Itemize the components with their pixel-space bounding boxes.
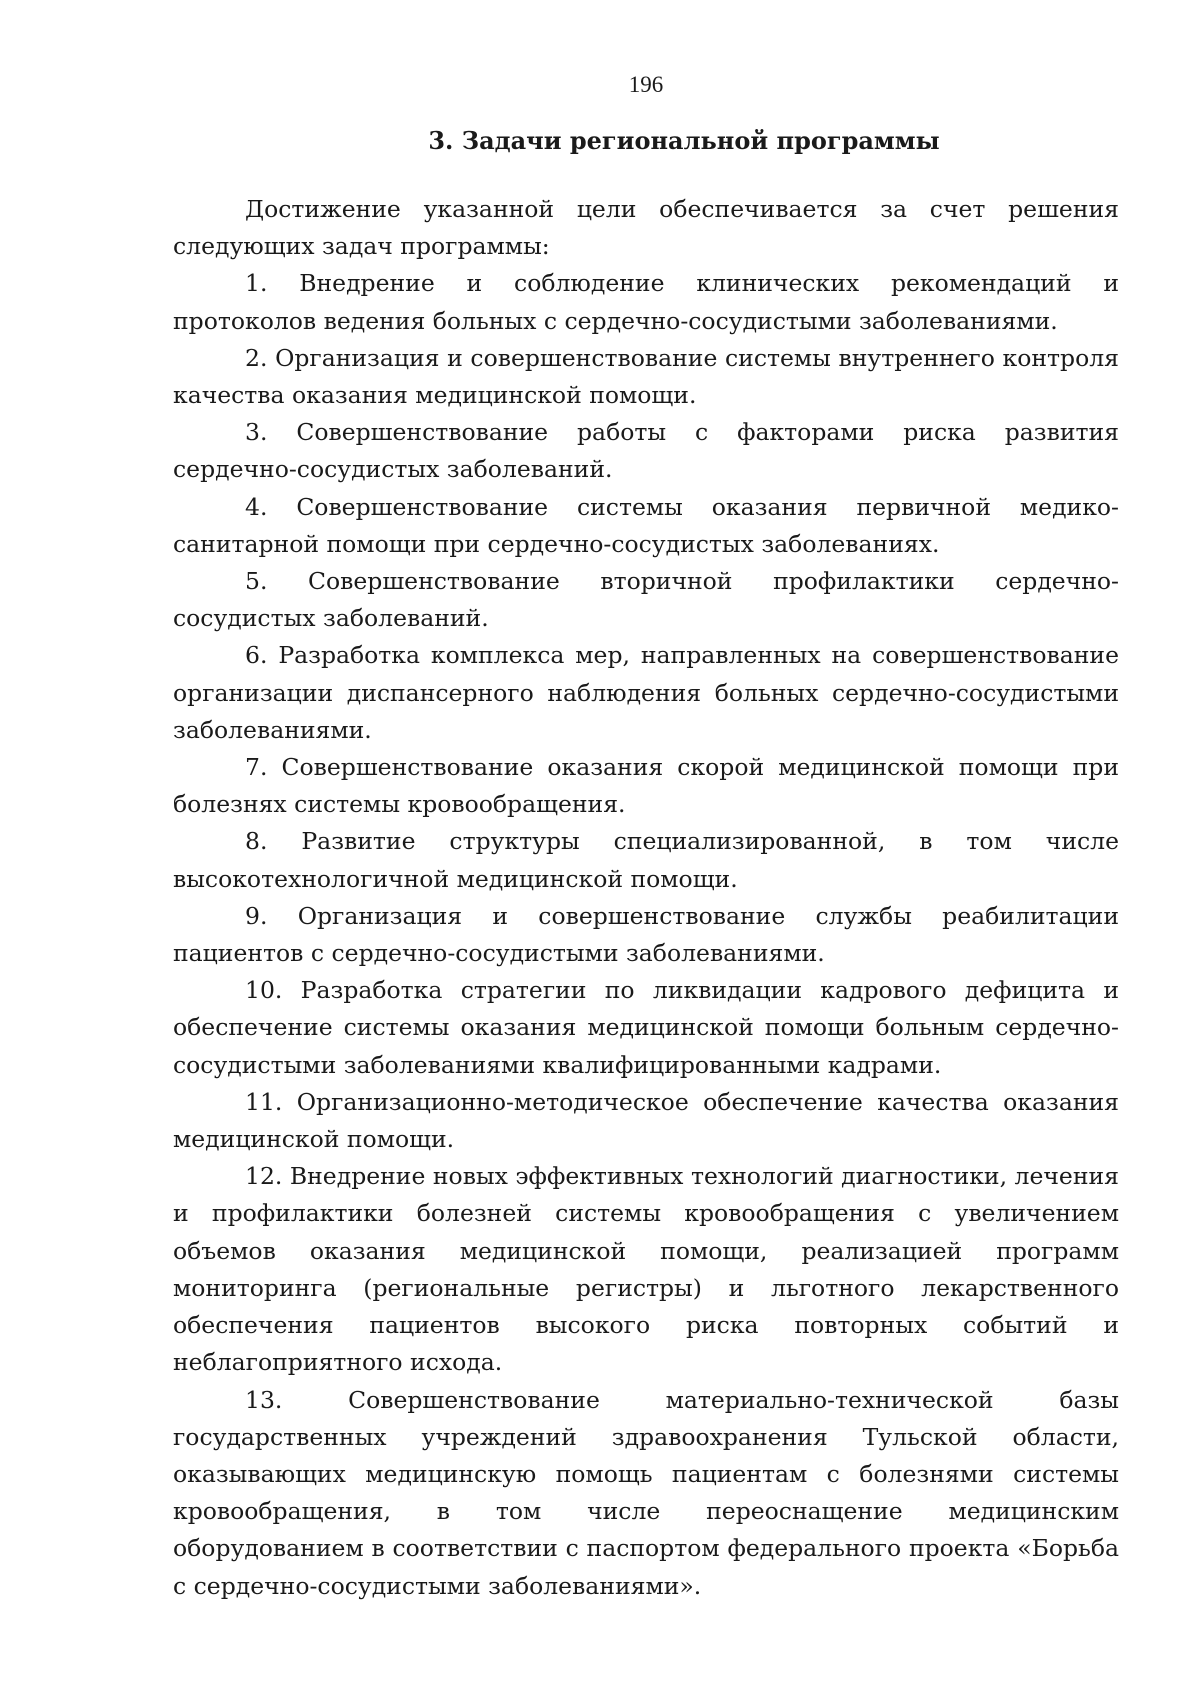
task-paragraph-13: 13. Совершенствование материально-технической базы государственных учреждений здравоохранения Тульской области, оказывающих медицинскую помощь пациентам с болезнями системы кровообращения, в том числе переоснащение медицинским оборудованием в соответствии с паспортом федерального проекта «Борьба с сердечно-сосудистыми заболеваниями». (173, 1385, 1119, 1600)
task-paragraph-2: 2. Организация и совершенствование системы внутреннего контроля качества оказания медицинской помощи. (173, 343, 1119, 410)
page-number: 196 (628, 72, 664, 97)
task-paragraph-9: 9. Организация и совершенствование службы реабилитации пациентов с сердечно-сосудистыми заболеваниями. (173, 901, 1119, 968)
task-paragraph-5: 5. Совершенствование вторичной профилактики сердечно-сосудистых заболеваний. (173, 567, 1119, 633)
task-paragraph-3: 3. Совершенствование работы с факторами риска развития сердечно-сосудистых заболеваний. (173, 418, 1119, 484)
task-paragraph-1: 1. Внедрение и соблюдение клинических рекомендаций и протоколов ведения больных с сердечно-сосудистыми заболеваниями. (173, 269, 1119, 335)
task-paragraph-11: 11. Организационно-методическое обеспечение качества оказания медицинской помощи. (173, 1087, 1119, 1154)
task-paragraph-6: 6. Разработка комплекса мер, направленных на совершенствование организации диспансерного наблюдения больных сердечно-сосудистыми заболеваниями. (173, 641, 1119, 744)
section-title: 3. Задачи региональной программы (428, 126, 940, 155)
task-paragraph-12: 12. Внедрение новых эффективных технологий диагностики, лечения и профилактики болезней системы кровообращения с увеличением объемов оказания медицинской помощи, реализацией программ мониторинга (региональные регистры) и льготного лекарственного обеспечения пациентов высокого риска повторных событий и неблагоприятного исхода. (173, 1162, 1119, 1377)
task-paragraph-8: 8. Развитие структуры специализированной, в том числе высокотехнологичной медицинской помощи. (173, 827, 1119, 893)
task-paragraph-7: 7. Совершенствование оказания скорой медицинской помощи при болезнях системы кровообращения. (173, 753, 1119, 819)
task-paragraph-10: 10. Разработка стратегии по ликвидации кадрового дефицита и обеспечение системы оказания медицинской помощи больным сердечно-сосудистыми заболеваниями квалифицированными кадрами. (173, 976, 1119, 1079)
intro-paragraph: Достижение указанной цели обеспечивается за счет решения следующих задач программы: (173, 195, 1119, 261)
document-body (173, 191, 1119, 1605)
task-paragraph-4: 4. Совершенствование системы оказания первичной медико-санитарной помощи при сердечно-сосудистых заболеваниях. (173, 492, 1119, 558)
